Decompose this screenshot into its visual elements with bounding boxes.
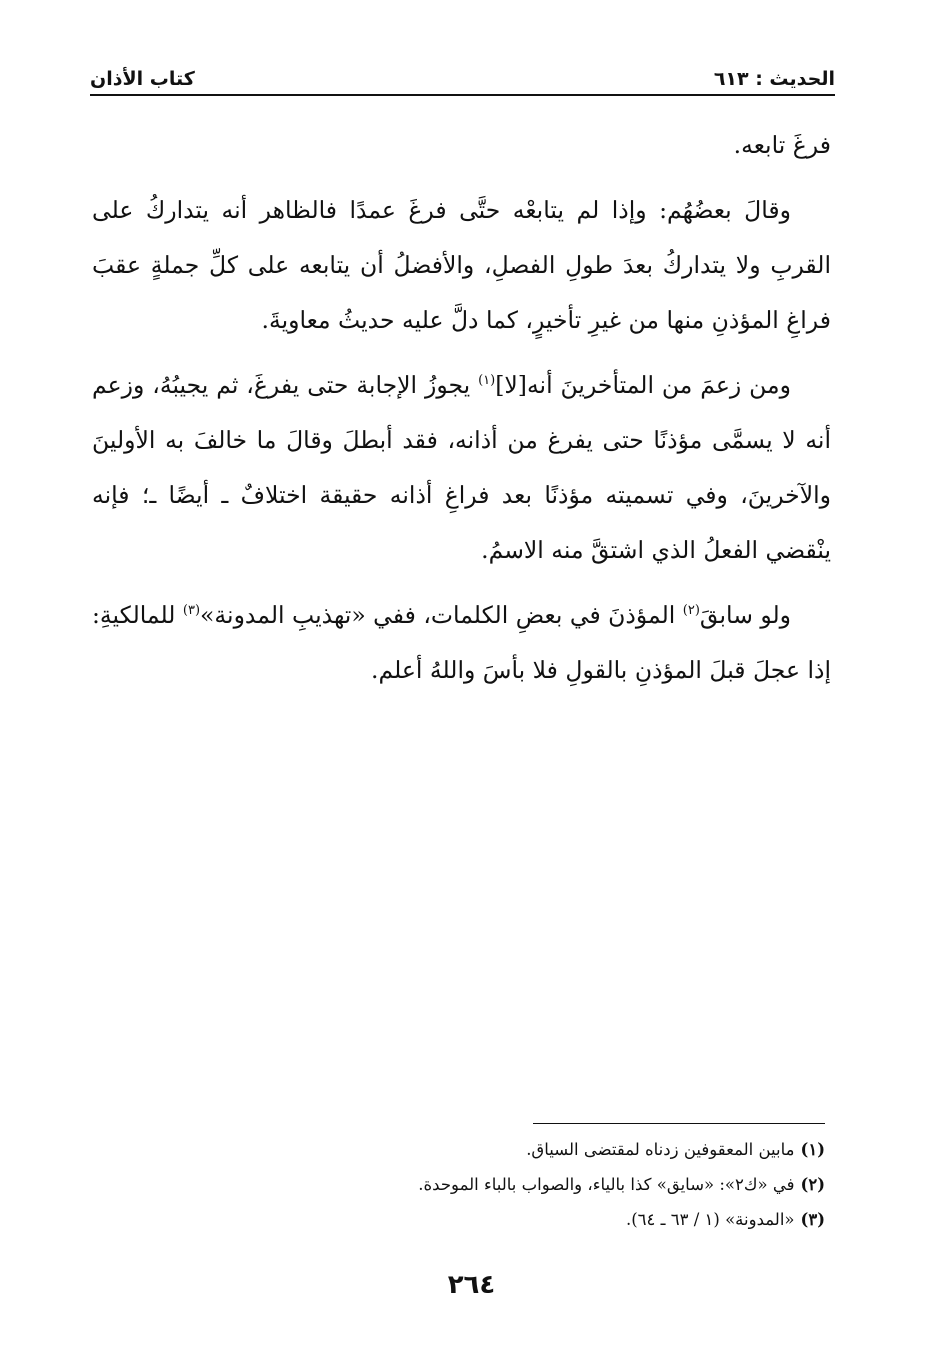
footnote-text: «المدونة» (١ / ٦٣ ـ ٦٤). xyxy=(625,1210,795,1229)
paragraph-text: يجوزُ الإجابة حتى يفرغَ، ثم يجيبُهُ، وزعم أنه لا يسمَّى مؤذنًا حتى يفرغ من أذانه، فقد أبطلَ وقالَ ما خالفَ به الأولينَ والآخرينَ، وفي تسميته مؤذنًا بعد فراغِ أذانه حقيقة اختلافٌ ـ أيضًا ـ؛ فإنه ينْقضي الفعلُ الذي اشتقَّ منه الاسمُ. xyxy=(92,371,831,564)
footnotes xyxy=(100,1132,825,1237)
footnote-text: مابين المعقوفين زدناه لمقتضى السياق. xyxy=(526,1140,795,1159)
footnote-ref: (١) xyxy=(478,373,496,389)
footnote-text: في «ك٢»: «سايق» كذا بالياء، والصواب بالباء الموحدة. xyxy=(418,1175,795,1194)
paragraph-text: للمالكيةِ: إذا عجلَ قبلَ المؤذنِ بالقولِ فلا بأسَ واللهُ أعلم. xyxy=(92,601,831,684)
footnote-ref: (٣) xyxy=(182,603,201,619)
footnote xyxy=(100,1167,825,1202)
paragraph-continuation: فرغَ تابعه. xyxy=(733,131,831,159)
footnote xyxy=(100,1132,825,1167)
book-title: كتاب الأذان xyxy=(90,68,195,90)
paragraph: وقالَ بعضُهُم: وإذا لم يتابعْه حتَّى فرغَ عمدًا فالظاهر أنه يتداركُ على القربِ ولا يتداركُ بعدَ طولِ الفصلِ، والأفضلُ أن يتابعه على كلِّ جملةٍ عقبَ فراغِ المؤذنِ منها من غيرِ تأخيرٍ، كما دلَّ عليه حديثُ معاويةَ. xyxy=(92,196,831,334)
footnote-divider xyxy=(533,1123,825,1124)
page-number: ٢٦٤ xyxy=(447,1270,496,1300)
footnote-ref: (٢) xyxy=(682,603,700,619)
hadith-number: الحديث : ٦١٣ xyxy=(713,68,835,90)
paragraph-text: ومن زعمَ من المتأخرينَ أنه[لا] xyxy=(495,371,791,399)
footnote-number: (١) xyxy=(800,1140,825,1159)
main-text xyxy=(92,118,831,708)
paragraph-text: ولو سابقَ xyxy=(699,601,791,629)
footnote-number: (٣) xyxy=(800,1210,825,1229)
paragraph-text: المؤذنَ في بعضِ الكلمات، ففي «تهذيبِ المدونة» xyxy=(200,601,683,629)
paragraph xyxy=(92,588,831,698)
running-header xyxy=(90,60,835,96)
paragraph xyxy=(92,358,831,578)
footnote-number: (٢) xyxy=(800,1175,825,1194)
footnote xyxy=(100,1202,825,1237)
